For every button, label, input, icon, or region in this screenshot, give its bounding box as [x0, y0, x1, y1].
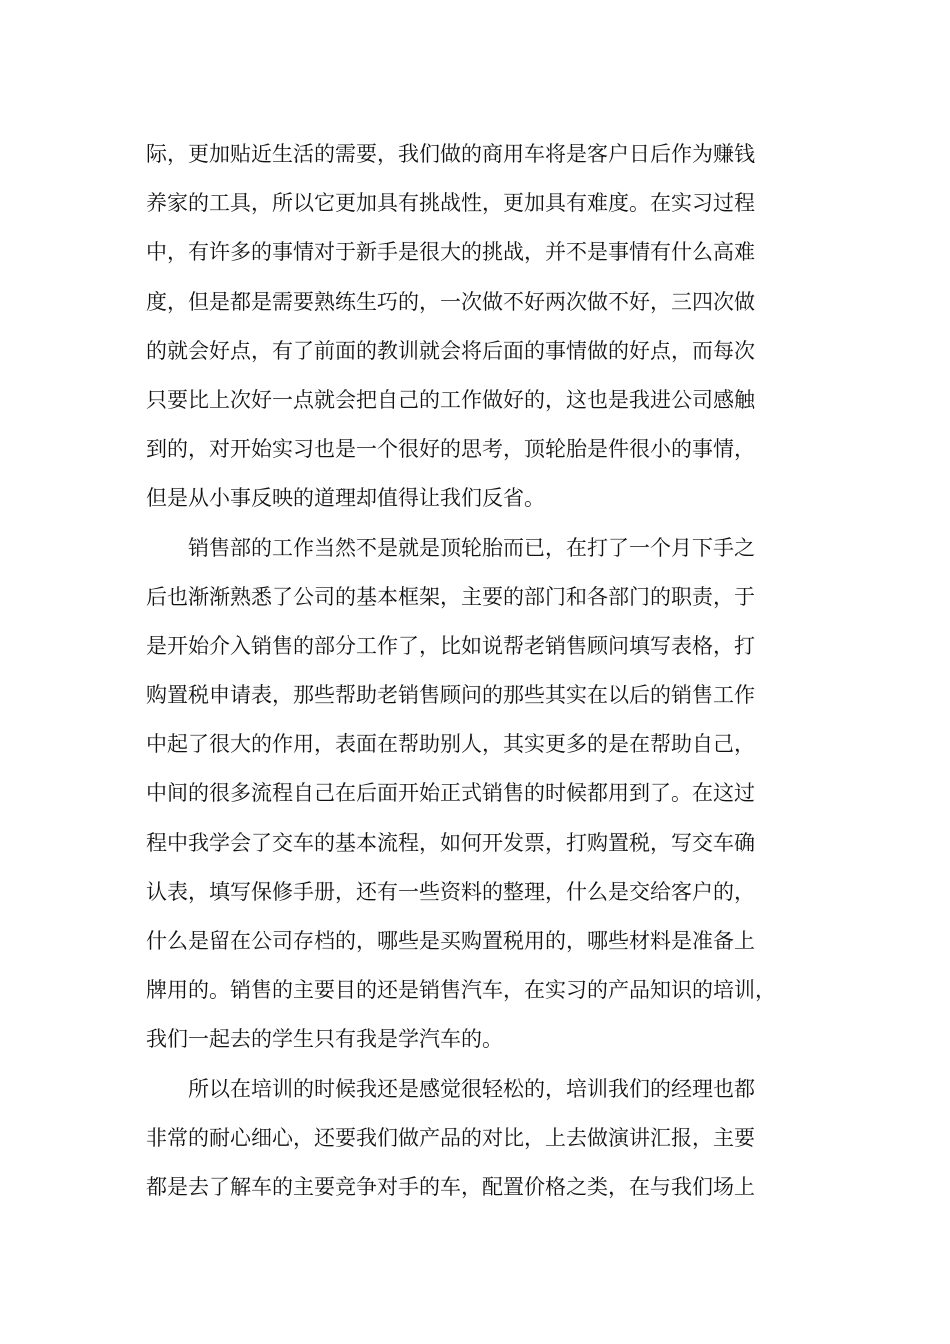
text-line: 中，有许多的事情对于新手是很大的挑战，并不是事情有什么高难 — [146, 240, 755, 265]
text-line: 但是从小事反映的道理却值得让我们反省。 — [146, 486, 545, 511]
text-line: 养家的工具，所以它更加具有挑战性，更加具有难度。在实习过程 — [146, 191, 755, 216]
text-line: 的就会好点，有了前面的教训就会将后面的事情做的好点，而每次 — [146, 338, 755, 363]
text-line: 是开始介入销售的部分工作了，比如说帮老销售顾问填写表格，打 — [146, 633, 755, 658]
text-line: 认表，填写保修手册，还有一些资料的整理，什么是交给客户的， — [146, 879, 755, 904]
text-line: 程中我学会了交车的基本流程，如何开发票，打购置税，写交车确 — [146, 830, 755, 855]
text-line: 后也渐渐熟悉了公司的基本框架，主要的部门和各部门的职责，于 — [146, 584, 755, 609]
text-line: 中起了很大的作用，表面在帮助别人，其实更多的是在帮助自己， — [146, 732, 755, 757]
text-line: 度，但是都是需要熟练生巧的，一次做不好两次做不好，三四次做 — [146, 289, 755, 314]
text-line: 都是去了解车的主要竞争对手的车，配置价格之类，在与我们场上 — [146, 1174, 755, 1199]
text-line: 非常的耐心细心，还要我们做产品的对比，上去做演讲汇报，主要 — [146, 1125, 755, 1150]
text-line: 牌用的。销售的主要目的还是销售汽车，在实习的产品知识的培训， — [146, 978, 776, 1003]
text-line: 只要比上次好一点就会把自己的工作做好的，这也是我进公司感触 — [146, 387, 755, 412]
text-line: 所以在培训的时候我还是感觉很轻松的，培训我们的经理也都 — [146, 1076, 755, 1101]
text-line: 销售部的工作当然不是就是顶轮胎而已，在打了一个月下手之 — [146, 535, 755, 560]
text-line: 际，更加贴近生活的需要，我们做的商用车将是客户日后作为赚钱 — [146, 142, 755, 166]
body-text — [146, 130, 818, 1212]
text-line: 购置税申请表，那些帮助老销售顾问的那些其实在以后的销售工作 — [146, 683, 755, 708]
text-line: 什么是留在公司存档的，哪些是买购置税用的，哪些材料是准备上 — [146, 929, 755, 953]
text-line: 我们一起去的学生只有我是学汽车的。 — [146, 1027, 503, 1052]
text-line: 到的，对开始实习也是一个很好的思考，顶轮胎是件很小的事情， — [146, 437, 755, 462]
text-line: 中间的很多流程自己在后面开始正式销售的时候都用到了。在这过 — [146, 781, 755, 806]
